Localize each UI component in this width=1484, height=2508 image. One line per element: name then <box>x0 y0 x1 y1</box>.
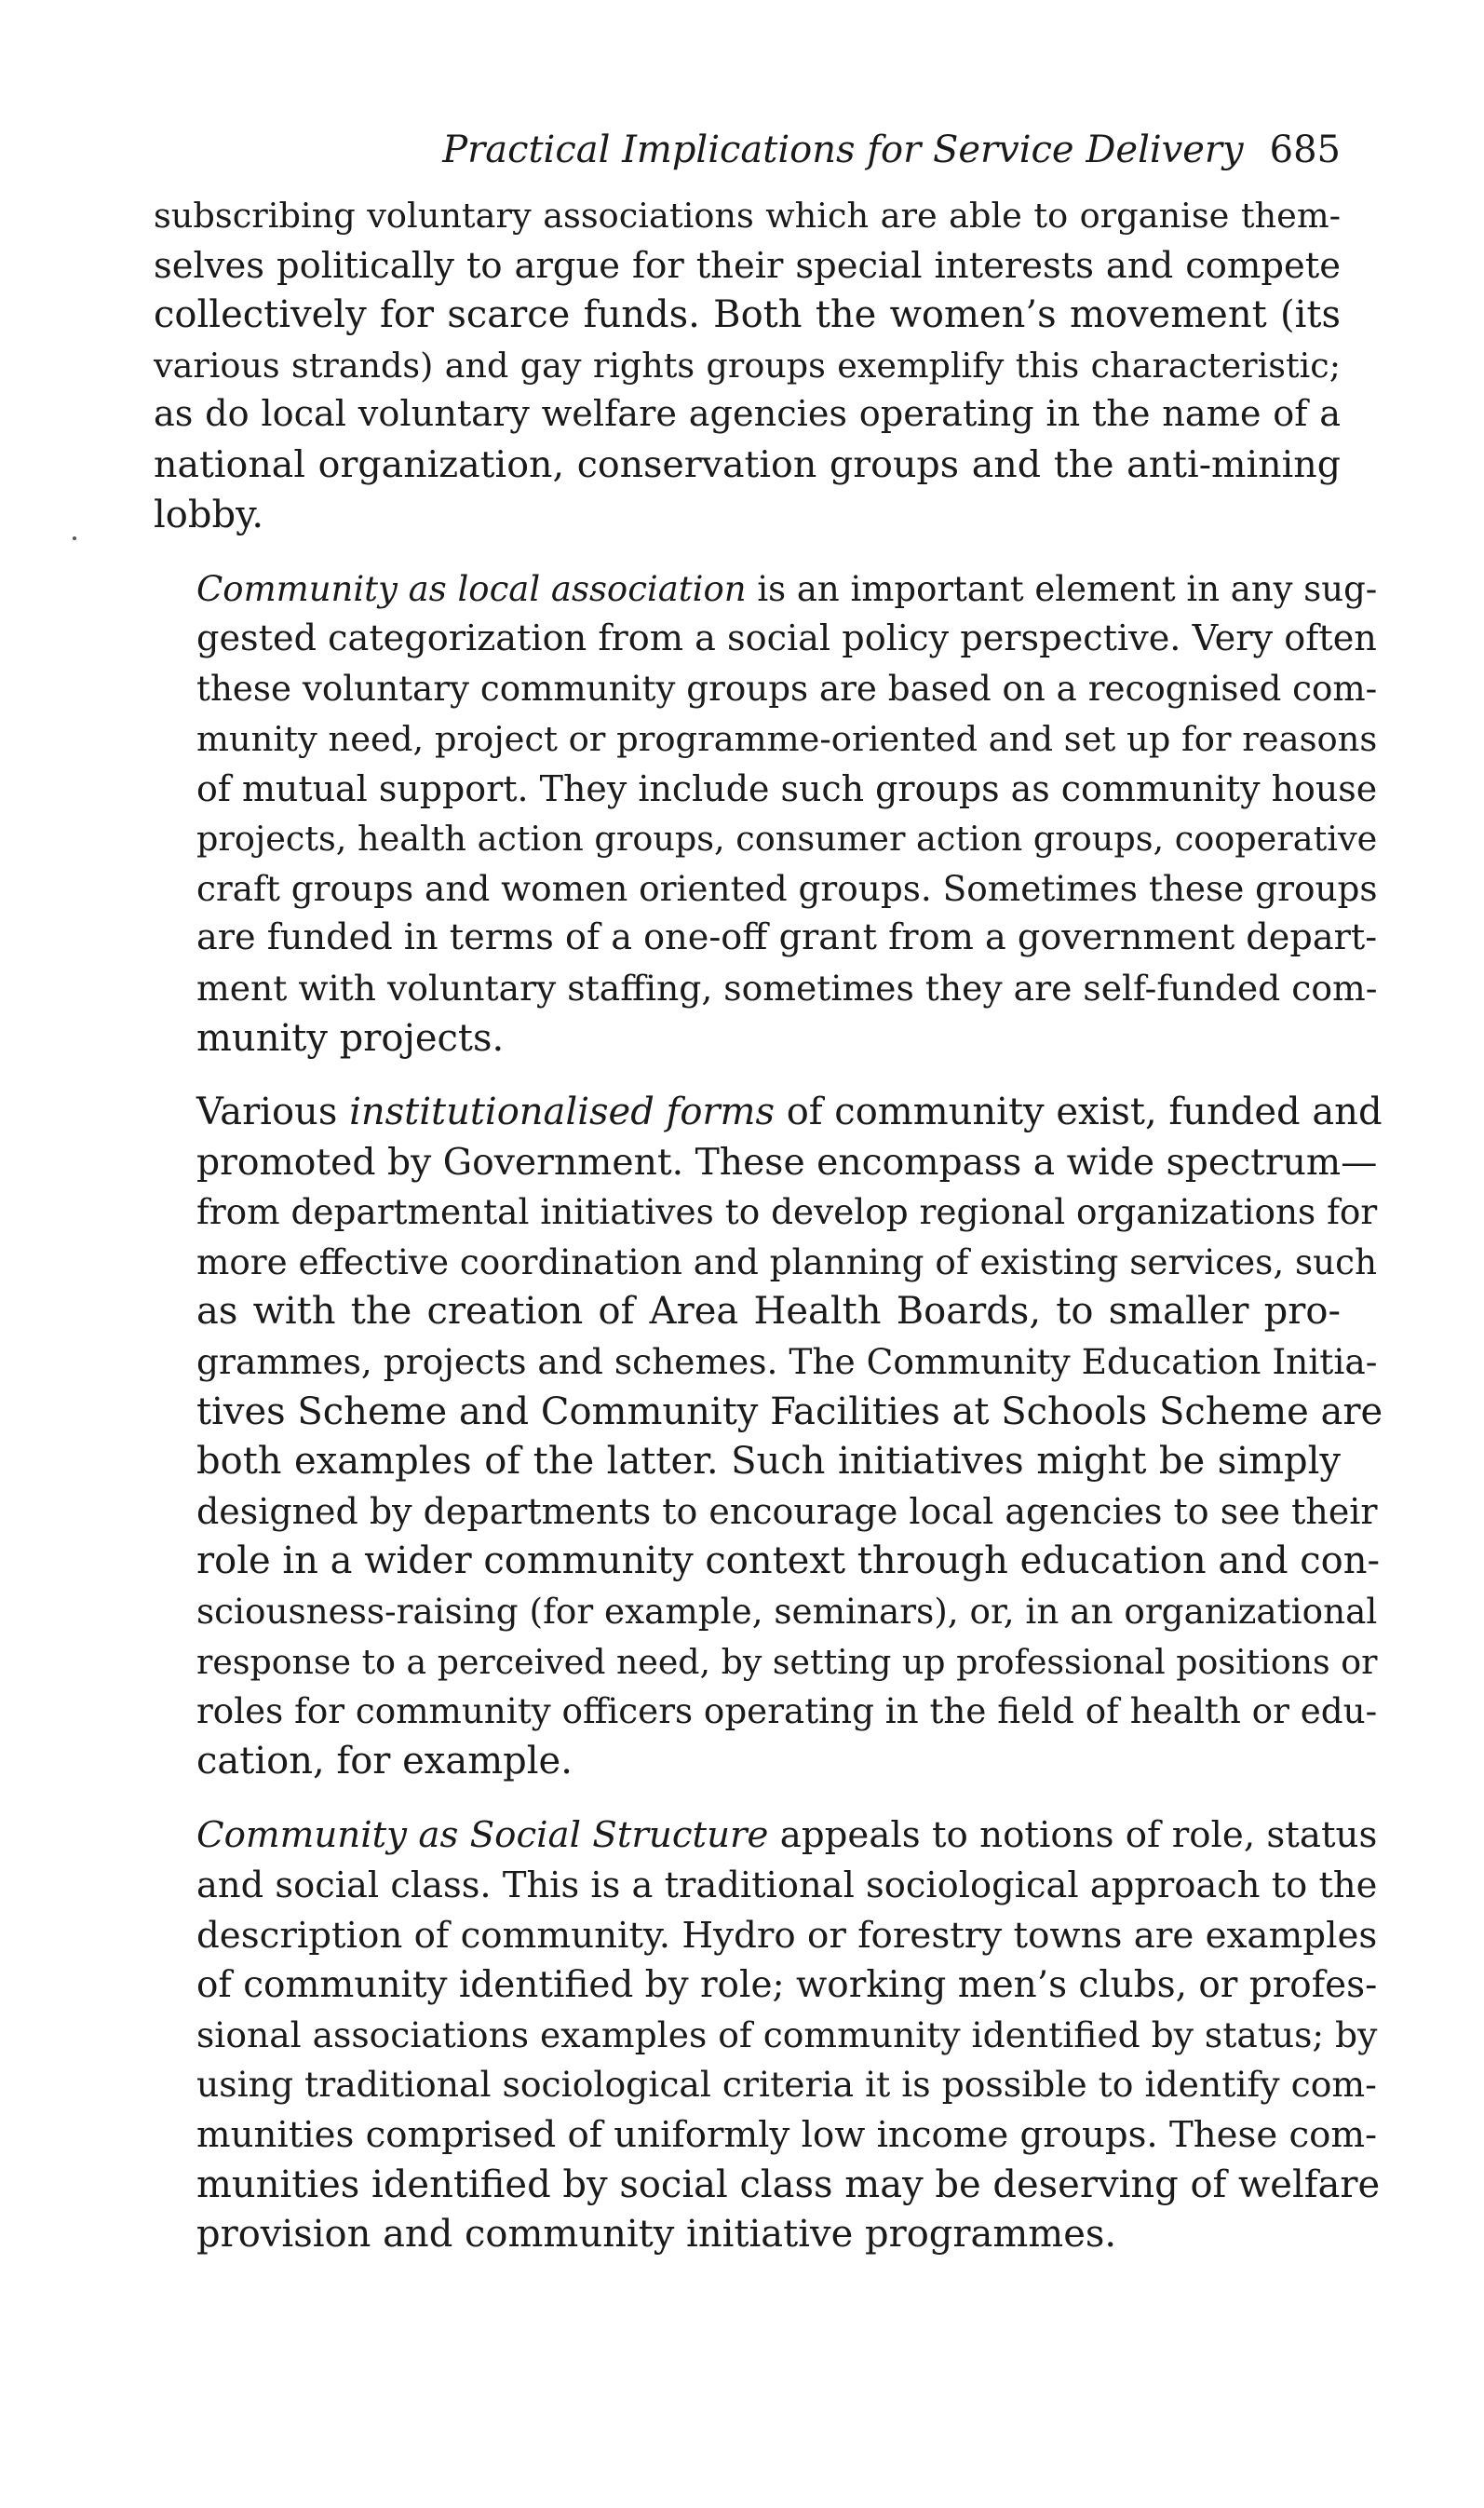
lead-text: of community exist, funded and <box>774 1091 1383 1134</box>
text-line: projects, health action groups, consumer action groups, cooperative <box>196 819 1378 860</box>
lead-text: is an important element in any sug- <box>746 569 1378 610</box>
italic-term: Community as Social Structure <box>196 1814 769 1857</box>
text-line: provision and community initiative programmes. <box>196 2213 1117 2257</box>
text-line: sional associations examples of community identified by status; by <box>196 2013 1378 2055</box>
page <box>154 126 1383 2284</box>
text-line: various strands) and gay rights groups exemplify this characteristic; <box>154 345 1341 386</box>
text-line: both examples of the latter. Such initiatives might be simply <box>196 1440 1341 1484</box>
text-line: collectively for scarce funds. Both the women’s movement (its <box>154 293 1341 337</box>
text-line: craft groups and women oriented groups. Sometimes these groups <box>196 867 1378 909</box>
text-line: ment with voluntary staffing, sometimes they are self-funded com- <box>196 967 1378 1009</box>
lead-pre-text: Various <box>196 1091 350 1134</box>
text-line: cation, for example. <box>196 1739 573 1783</box>
text-line: these voluntary community groups are based on a recognised com- <box>196 668 1378 710</box>
text-line: as do local voluntary welfare agencies operating in the name of a <box>154 394 1341 436</box>
paragraph-1 <box>154 191 1341 540</box>
text-line: selves politically to argue for their special interests and compete <box>154 244 1341 287</box>
text-line: tives Scheme and Community Facilities at Schools Scheme are <box>196 1390 1383 1433</box>
text-line: munities identified by social class may be deserving of welfare <box>196 2162 1381 2206</box>
text-line: more effective coordination and planning of existing services, such <box>196 1240 1378 1282</box>
text-line: munity projects. <box>196 1016 505 1060</box>
text-line: designed by departments to encourage local agencies to see their <box>196 1490 1378 1532</box>
text-line-lead <box>154 1810 1378 1861</box>
running-head <box>154 126 1341 174</box>
text-line: description of community. Hydro or forestry towns are examples <box>196 1914 1378 1957</box>
text-line: national organization, conservation groups and the anti-mining <box>154 442 1341 486</box>
text-line: response to a perceived need, by setting up professional positions or <box>196 1641 1378 1682</box>
margin-mark <box>73 536 76 540</box>
text-line: lobby. <box>154 493 264 536</box>
text-line: of community identified by role; working men’s clubs, or profes- <box>196 1964 1378 2007</box>
text-line: role in a wider community context through education and con- <box>196 1539 1381 1583</box>
running-head-title: Practical Implications for Service Delivery <box>442 129 1244 171</box>
text-line: as with the creation of Area Health Boards, to smaller pro- <box>196 1290 1341 1334</box>
text-line: using traditional sociological criteria it is possible to identify com- <box>196 2064 1377 2106</box>
paragraph-4 <box>154 1810 1381 2259</box>
text-line: roles for community officers operating in the field of health or edu- <box>196 1690 1378 1732</box>
paragraph-2 <box>154 564 1378 1064</box>
page-number: 685 <box>1269 129 1341 171</box>
text-line: munity need, project or programme-oriented and set up for reasons <box>196 718 1378 759</box>
text-line: subscribing voluntary associations which are able to organise them- <box>154 196 1341 236</box>
text-line-lead <box>154 1088 1383 1138</box>
text-line: sciousness-raising (for example, seminars), or, in an organizational <box>196 1591 1378 1633</box>
lead-text: appeals to notions of role, status <box>768 1814 1378 1857</box>
text-line: gested categorization from a social policy perspective. Very often <box>196 617 1377 659</box>
text-line: and social class. This is a traditional sociological approach to the <box>196 1864 1378 1906</box>
text-line: of mutual support. They include such groups as community house <box>196 767 1378 809</box>
text-line: from departmental initiatives to develop regional organizations for <box>196 1191 1378 1233</box>
italic-term: institutionalised forms <box>349 1091 775 1134</box>
text-line: promoted by Government. These encompass a wide spectrum— <box>196 1141 1378 1184</box>
italic-term: Community as local association <box>196 569 747 610</box>
text-line: are funded in terms of a one-off grant from a government depart- <box>196 917 1378 959</box>
text-line: munities comprised of uniformly low income groups. These com- <box>196 2113 1378 2156</box>
text-line: grammes, projects and schemes. The Community Education Initia- <box>196 1341 1378 1383</box>
text-line-lead <box>154 564 1378 615</box>
paragraph-3 <box>154 1088 1383 1786</box>
